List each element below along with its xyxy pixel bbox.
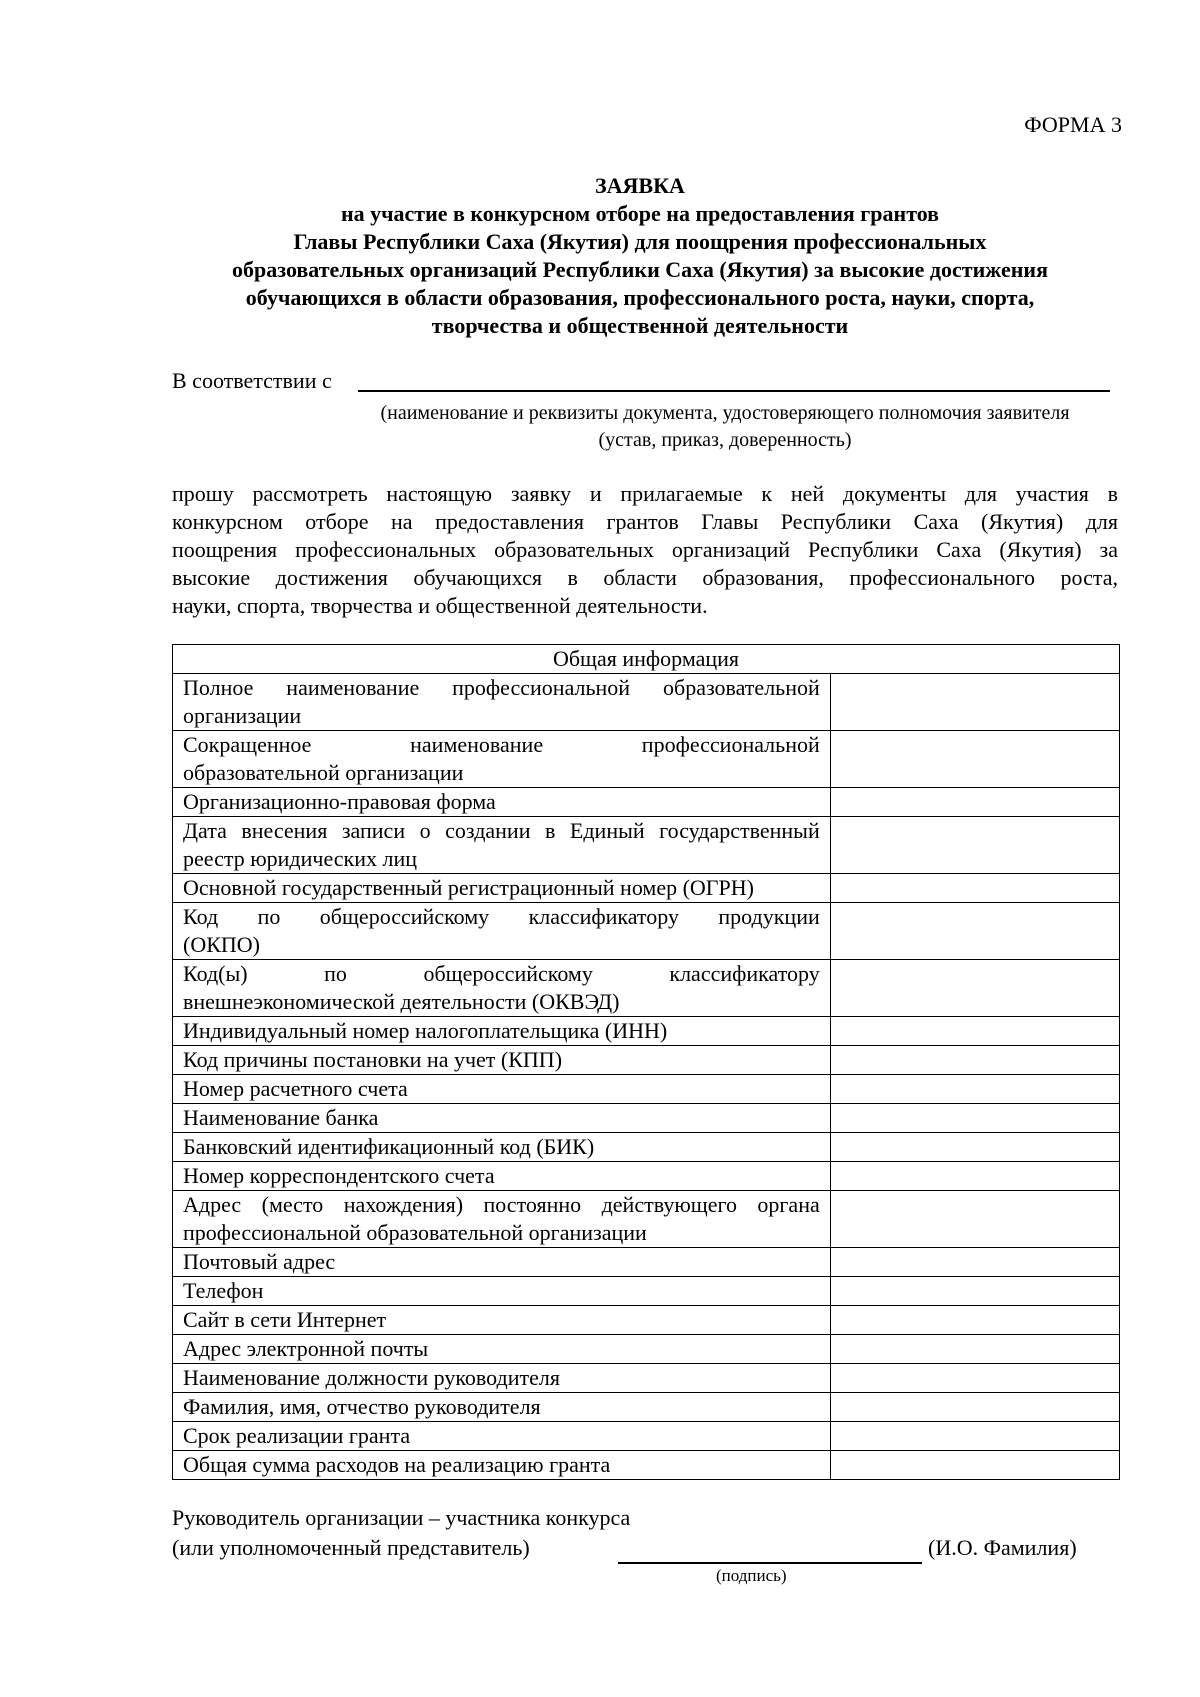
table-row (173, 1364, 1120, 1393)
field-label-line: Телефон (183, 1278, 264, 1303)
signer-title: Руководитель организации – участника конкурса (172, 1505, 631, 1530)
table-row (173, 817, 1120, 874)
general-info-table (172, 644, 1120, 1480)
field-label (173, 1075, 831, 1104)
field-label (173, 874, 831, 903)
field-label (173, 1017, 831, 1046)
table-row (173, 1162, 1120, 1191)
field-value[interactable] (830, 788, 1119, 817)
field-label (173, 731, 831, 788)
table-row (173, 1451, 1120, 1480)
field-value[interactable] (830, 1393, 1119, 1422)
field-value[interactable] (830, 674, 1119, 731)
field-label-line: образовательной организации (183, 760, 464, 785)
field-label-line: Наименование банка (183, 1105, 379, 1130)
field-value[interactable] (830, 874, 1119, 903)
signature-line[interactable] (618, 1562, 922, 1564)
field-label-line: Банковский идентификационный код (БИК) (183, 1134, 595, 1159)
field-label (173, 903, 831, 960)
signer-representative: (или уполномоченный представитель) (172, 1535, 530, 1560)
request-paragraph (172, 480, 1118, 620)
table-row (173, 1248, 1120, 1277)
field-label-line: Адрес (место нахождения) постоянно действующего органа (183, 1192, 820, 1217)
accordance-input-line[interactable] (358, 390, 1110, 392)
request-line: поощрения профессиональных образовательных организаций Республики Саха (Якутия) за (172, 537, 1118, 562)
title-line: на участие в конкурсном отборе на предоставления грантов (340, 201, 940, 226)
field-value[interactable] (830, 960, 1119, 1017)
field-label-line: Код причины постановки на учет (КПП) (183, 1047, 563, 1072)
field-value[interactable] (830, 1277, 1119, 1306)
field-value[interactable] (830, 1191, 1119, 1248)
title-line: Главы Республики Саха (Якутия) для поощрения профессиональных (293, 229, 987, 254)
field-value[interactable] (830, 1017, 1119, 1046)
field-label-line: Номер корреспондентского счета (183, 1163, 495, 1188)
field-value[interactable] (830, 1075, 1119, 1104)
table-row (173, 1133, 1120, 1162)
field-label (173, 1364, 831, 1393)
field-label (173, 1162, 831, 1191)
field-label (173, 960, 831, 1017)
title-heading: ЗАЯВКА (595, 173, 685, 198)
field-label-line: Почтовый адрес (183, 1249, 336, 1274)
signature-note: (подпись) (716, 1566, 787, 1585)
table-row (173, 1075, 1120, 1104)
title-line: обучающихся в области образования, профессионального роста, науки, спорта, (245, 285, 1035, 310)
table-header: Общая информация (173, 645, 1120, 674)
table-row (173, 1422, 1120, 1451)
field-value[interactable] (830, 1046, 1119, 1075)
table-row (173, 788, 1120, 817)
table-row (173, 1277, 1120, 1306)
field-value[interactable] (830, 817, 1119, 874)
field-label-line: Наименование должности руководителя (183, 1365, 560, 1390)
table-row (173, 1306, 1120, 1335)
field-label (173, 1422, 831, 1451)
field-label-line: реестр юридических лиц (183, 846, 418, 871)
document-title (140, 172, 1140, 340)
table-row (173, 874, 1120, 903)
request-line: прошу рассмотреть настоящую заявку и прилагаемые к ней документы для участия в (172, 481, 1118, 506)
field-value[interactable] (830, 1104, 1119, 1133)
field-label-line: Общая сумма расходов на реализацию гранта (183, 1452, 611, 1477)
table-row (173, 960, 1120, 1017)
field-value[interactable] (830, 1133, 1119, 1162)
field-label (173, 817, 831, 874)
field-label (173, 1306, 831, 1335)
field-value[interactable] (830, 731, 1119, 788)
field-label-line: Номер расчетного счета (183, 1076, 408, 1101)
table-row (173, 1393, 1120, 1422)
table-row (173, 1046, 1120, 1075)
field-label-line: Полное наименование профессиональной образовательной (183, 675, 820, 700)
title-line: образовательных организаций Республики Саха (Якутия) за высокие достижения (232, 257, 1048, 282)
field-label-line: Основной государственный регистрационный номер (ОГРН) (183, 875, 754, 900)
field-label (173, 1133, 831, 1162)
field-value[interactable] (830, 903, 1119, 960)
field-label-line: Фамилия, имя, отчество руководителя (183, 1394, 541, 1419)
field-label-line: внешнеэкономической деятельности (ОКВЭД) (183, 989, 620, 1014)
field-label (173, 1104, 831, 1133)
table-row (173, 674, 1120, 731)
field-label (173, 674, 831, 731)
field-label-line: организации (183, 703, 302, 728)
field-value[interactable] (830, 1422, 1119, 1451)
field-value[interactable] (830, 1451, 1119, 1480)
field-label-line: Адрес электронной почты (183, 1336, 429, 1361)
form-number: ФОРМА 3 (1024, 112, 1122, 137)
field-value[interactable] (830, 1162, 1119, 1191)
table-row (173, 903, 1120, 960)
field-label-line: Срок реализации гранта (183, 1423, 411, 1448)
field-label (173, 1248, 831, 1277)
signer-name-placeholder: (И.О. Фамилия) (928, 1535, 1077, 1560)
field-label-line: Сокращенное наименование профессиональной (183, 732, 820, 757)
table-row (173, 1104, 1120, 1133)
field-label-line: Организационно-правовая форма (183, 789, 496, 814)
field-label-line: Сайт в сети Интернет (183, 1307, 387, 1332)
table-row (173, 1335, 1120, 1364)
table-row (173, 1017, 1120, 1046)
field-label-line: (ОКПО) (183, 932, 260, 957)
table-row (173, 1191, 1120, 1248)
field-label-line: профессиональной образовательной организации (183, 1220, 647, 1245)
field-label-line: Код(ы) по общероссийскому классификатору (183, 961, 820, 986)
field-label (173, 1277, 831, 1306)
table-body (173, 674, 1120, 1480)
accordance-label: В соответствии с (172, 368, 332, 393)
request-line: конкурсном отборе на предоставления грантов Главы Республики Саха (Якутия) для (172, 509, 1118, 534)
field-value[interactable] (830, 1306, 1119, 1335)
field-label (173, 1191, 831, 1248)
request-line: высокие достижения обучающихся в области образования, профессионального роста, (172, 565, 1118, 590)
accordance-note-line: (устав, приказ, доверенность) (598, 429, 852, 451)
title-line: творчества и общественной деятельности (431, 313, 849, 338)
accordance-note (170, 400, 1200, 454)
field-value[interactable] (830, 1248, 1119, 1277)
field-label-line: Код по общероссийскому классификатору продукции (183, 904, 820, 929)
table-row (173, 731, 1120, 788)
field-label (173, 1393, 831, 1422)
field-label (173, 1046, 831, 1075)
field-label-line: Индивидуальный номер налогоплательщика (ИНН) (183, 1018, 668, 1043)
table-header-row (173, 645, 1120, 674)
field-label (173, 1451, 831, 1480)
field-label-line: Дата внесения записи о создании в Единый государственный (183, 818, 820, 843)
field-label (173, 788, 831, 817)
field-label (173, 1335, 831, 1364)
field-value[interactable] (830, 1335, 1119, 1364)
request-line: науки, спорта, творчества и общественной деятельности. (172, 593, 708, 618)
accordance-note-line: (наименование и реквизиты документа, удостоверяющего полномочия заявителя (380, 402, 1070, 424)
field-value[interactable] (830, 1364, 1119, 1393)
